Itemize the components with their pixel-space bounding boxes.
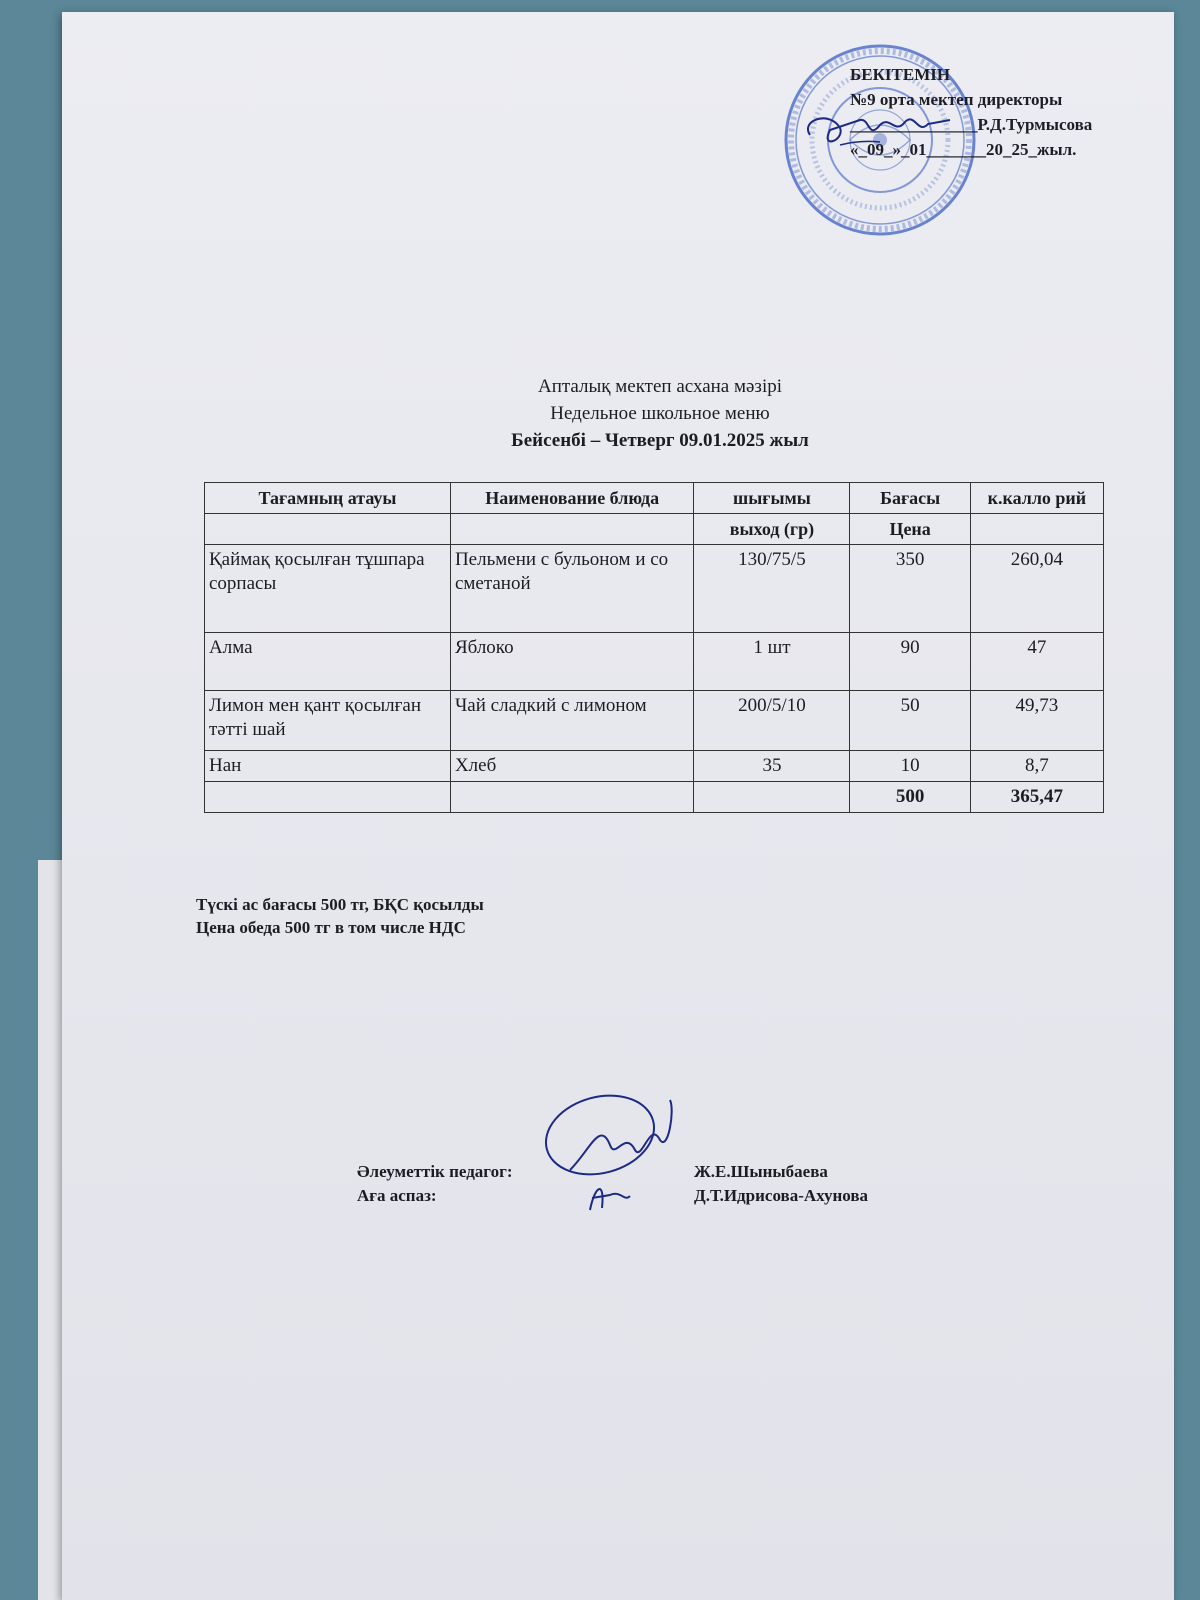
dish-calories: 47 — [970, 633, 1103, 691]
subheader-cell — [450, 514, 693, 545]
header-cell: Тағамның атауы — [205, 483, 451, 514]
director-signature — [800, 100, 960, 170]
total-calories: 365,47 — [970, 782, 1103, 813]
dish-calories: 8,7 — [970, 751, 1103, 782]
dish-name-ru: Хлеб — [450, 751, 693, 782]
approval-date: «_09_»_01_______20_25_жыл. — [850, 140, 1077, 159]
dish-name-kz: Лимон мен қант қосылған тәтті шай — [205, 691, 451, 751]
title-kz: Апталық мектеп асхана мәзірі — [537, 376, 782, 397]
total-cell — [205, 782, 451, 813]
title-day: Бейсенбі – Четверг 09.01.2025 жыл — [511, 430, 809, 451]
dish-name-kz: Алма — [205, 633, 451, 691]
name-social-pedagog: Ж.Е.Шыныбаева — [694, 1162, 828, 1181]
dish-name-ru: Чай сладкий с лимоном — [450, 691, 693, 751]
signer-names — [694, 1160, 868, 1208]
dish-yield: 35 — [694, 751, 850, 782]
signer-roles — [357, 1160, 512, 1208]
dish-price: 350 — [850, 545, 970, 633]
table-row — [205, 633, 1104, 691]
dish-price: 90 — [850, 633, 970, 691]
table-total-row — [205, 782, 1104, 813]
dish-yield: 1 шт — [694, 633, 850, 691]
table-row — [205, 691, 1104, 751]
social-pedagog-signature — [530, 1090, 700, 1230]
table-row — [205, 545, 1104, 633]
role-social-pedagog: Әлеуметтік педагог: — [357, 1162, 513, 1181]
approval-director: №9 орта мектеп директоры — [850, 90, 1063, 109]
total-cell — [694, 782, 850, 813]
title-block — [380, 373, 940, 454]
total-price: 500 — [850, 782, 970, 813]
dish-yield: 130/75/5 — [694, 545, 850, 633]
dish-yield: 200/5/10 — [694, 691, 850, 751]
menu-table — [204, 482, 1104, 813]
dish-name-kz: Қаймақ қосылған тұшпара сорпасы — [205, 545, 451, 633]
price-note-kz: Түскі ас бағасы 500 тг, БҚС қосылды — [196, 895, 484, 914]
header-cell: Наименование блюда — [450, 483, 693, 514]
dish-name-ru: Пельмени с бульоном и со сметаной — [450, 545, 693, 633]
subheader-cell — [970, 514, 1103, 545]
header-cell: Бағасы — [850, 483, 970, 514]
subheader-cell — [205, 514, 451, 545]
dish-price: 10 — [850, 751, 970, 782]
approval-signature-line: _______________Р.Д.Турмысова — [850, 115, 1093, 134]
total-cell — [450, 782, 693, 813]
dish-calories: 260,04 — [970, 545, 1103, 633]
role-head-cook: Аға аспаз: — [357, 1186, 437, 1205]
dish-price: 50 — [850, 691, 970, 751]
approval-title: БЕКІТЕМІН — [850, 65, 951, 84]
title-ru: Недельное школьное меню — [550, 403, 770, 424]
table-row — [205, 751, 1104, 782]
price-note — [196, 893, 484, 939]
price-note-ru: Цена обеда 500 тг в том числе НДС — [196, 918, 466, 937]
dish-name-ru: Яблоко — [450, 633, 693, 691]
table-header-row — [205, 483, 1104, 514]
dish-name-kz: Нан — [205, 751, 451, 782]
header-cell: к.калло рий — [970, 483, 1103, 514]
subheader-cell: выход (гр) — [694, 514, 850, 545]
header-cell: шығымы — [694, 483, 850, 514]
name-head-cook: Д.Т.Идрисова-Ахунова — [694, 1186, 869, 1205]
table-subheader-row — [205, 514, 1104, 545]
subheader-cell: Цена — [850, 514, 970, 545]
dish-calories: 49,73 — [970, 691, 1103, 751]
